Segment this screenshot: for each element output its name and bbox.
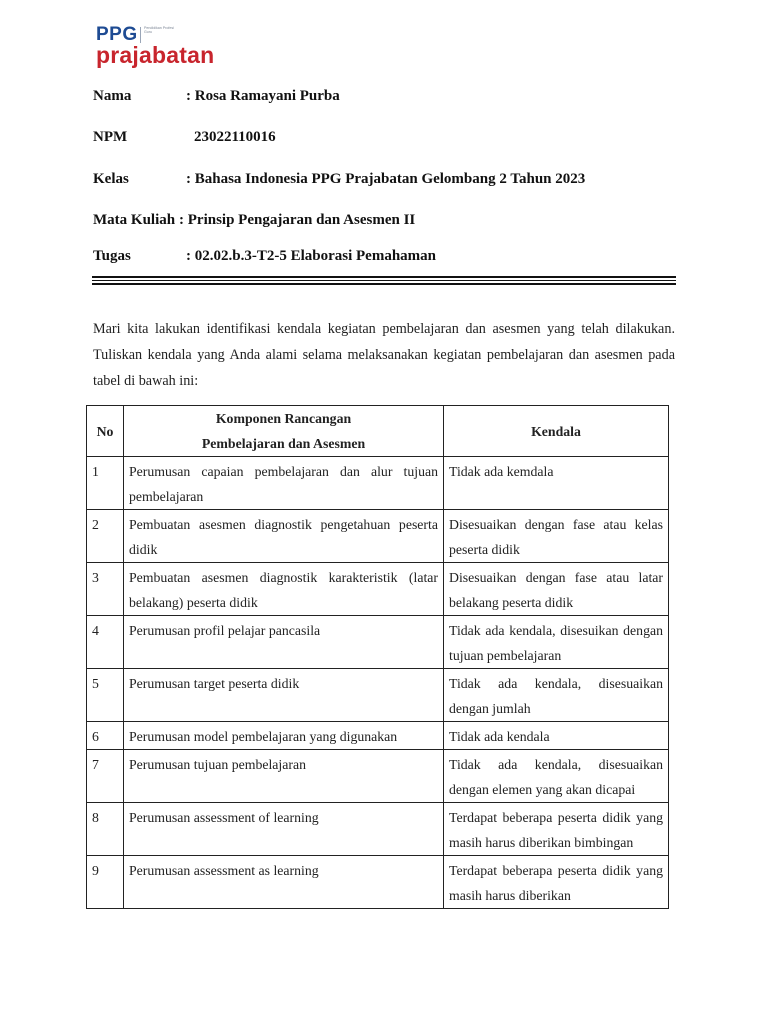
logo-prajabatan-text: prajabatan [96, 42, 215, 68]
logo-separator [140, 27, 141, 43]
row-no: 7 [87, 750, 124, 803]
row-kendala: Tidak ada kendala, disesuaikan dengan elemen yang akan dicapai [444, 750, 669, 803]
table-row [87, 722, 669, 750]
header-divider-bottom [92, 283, 676, 285]
info-label-kelas: Kelas [93, 171, 129, 187]
header-no: No [87, 406, 124, 457]
row-kendala: Tidak ada kendala, disesuaikan dengan jumlah [444, 669, 669, 722]
table-row [87, 457, 669, 510]
header-divider-middle [92, 280, 676, 281]
row-no: 5 [87, 669, 124, 722]
header-komponen-line2: Pembelajaran dan Asesmen [201, 436, 366, 451]
table-row [87, 803, 669, 856]
table-row [87, 669, 669, 722]
info-label-mata-kuliah: Mata Kuliah [93, 212, 176, 228]
ppg-prajabatan-logo [96, 24, 226, 72]
row-no: 4 [87, 616, 124, 669]
kendala-table [86, 405, 669, 909]
info-row-npm [93, 129, 276, 146]
row-kendala: Tidak ada kemdala [444, 457, 669, 510]
row-kendala: Disesuaikan dengan fase atau kelas peserta didik [444, 510, 669, 563]
info-value-npm: 23022110016 [194, 129, 276, 145]
row-komponen: Perumusan target peserta didik [124, 669, 444, 722]
row-komponen: Perumusan profil pelajar pancasila [124, 616, 444, 669]
table-header-row [87, 406, 669, 457]
header-komponen-line1: Komponen Rancangan [215, 411, 352, 426]
row-kendala: Terdapat beberapa peserta didik yang masih harus diberikan bimbingan [444, 803, 669, 856]
header-komponen [124, 406, 444, 457]
logo-tagline: Pendidikan Profesi Guru [144, 26, 174, 35]
row-komponen: Perumusan capaian pembelajaran dan alur tujuan pembelajaran [124, 457, 444, 510]
row-no: 8 [87, 803, 124, 856]
row-kendala: Tidak ada kendala [444, 722, 669, 750]
row-no: 6 [87, 722, 124, 750]
table-row [87, 563, 669, 616]
info-row-mata-kuliah [93, 212, 416, 229]
table-row [87, 616, 669, 669]
row-kendala: Disesuaikan dengan fase atau latar belakang peserta didik [444, 563, 669, 616]
info-value-tugas: : 02.02.b.3-T2-5 Elaborasi Pemahaman [186, 248, 437, 264]
row-no: 2 [87, 510, 124, 563]
header-kendala: Kendala [444, 406, 669, 457]
info-row-nama [93, 88, 340, 105]
row-komponen: Perumusan assessment of learning [124, 803, 444, 856]
logo-ppg-text: PPG [96, 24, 138, 45]
info-row-kelas [93, 171, 586, 188]
info-label-npm: NPM [93, 129, 128, 145]
row-no: 1 [87, 457, 124, 510]
row-komponen: Perumusan assessment as learning [124, 856, 444, 909]
row-komponen: Perumusan tujuan pembelajaran [124, 750, 444, 803]
row-komponen: Perumusan model pembelajaran yang digunakan [124, 722, 444, 750]
row-kendala: Tidak ada kendala, disesuikan dengan tujuan pembelajaran [444, 616, 669, 669]
table-row [87, 750, 669, 803]
table-row [87, 510, 669, 563]
info-row-tugas [93, 248, 437, 265]
row-kendala: Terdapat beberapa peserta didik yang masih harus diberikan [444, 856, 669, 909]
row-no: 3 [87, 563, 124, 616]
info-value-kelas: : Bahasa Indonesia PPG Prajabatan Gelombang 2 Tahun 2023 [186, 171, 586, 187]
row-no: 9 [87, 856, 124, 909]
info-value-mata-kuliah: : Prinsip Pengajaran dan Asesmen II [179, 212, 416, 228]
header-divider-top [92, 276, 676, 278]
row-komponen: Pembuatan asesmen diagnostik karakteristik (latar belakang) peserta didik [124, 563, 444, 616]
table-row [87, 856, 669, 909]
info-label-nama: Nama [93, 88, 132, 104]
info-label-tugas: Tugas [93, 248, 131, 264]
row-komponen: Pembuatan asesmen diagnostik pengetahuan peserta didik [124, 510, 444, 563]
info-value-nama: : Rosa Ramayani Purba [186, 88, 340, 104]
intro-paragraph: Mari kita lakukan identifikasi kendala kegiatan pembelajaran dan asesmen yang telah dilakukan. Tuliskan kendala yang Anda alami selama melaksanakan kegiatan pembelajaran dan asesmen pada tabel di bawah ini: [93, 321, 675, 389]
